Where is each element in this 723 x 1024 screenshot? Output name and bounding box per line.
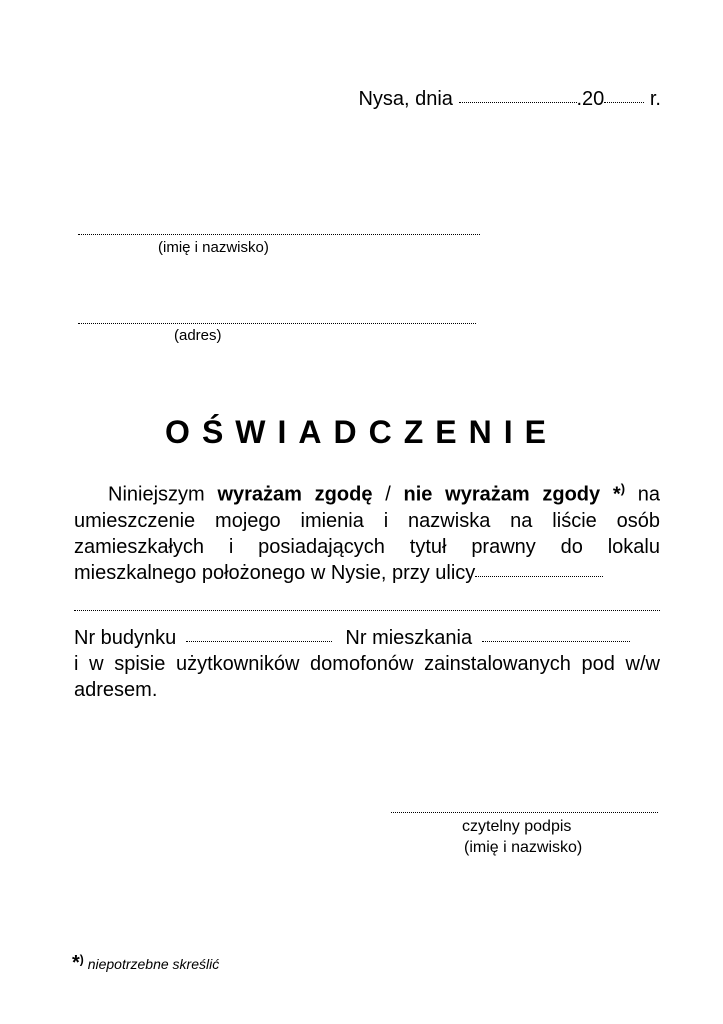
signature-caption: [462, 816, 582, 858]
intro-text: Niniejszym: [108, 483, 205, 506]
name-caption: (imię i nazwisko): [158, 239, 269, 256]
footnote-paren: ): [79, 952, 84, 967]
street-blank[interactable]: [475, 576, 603, 577]
footnote-marker-paren: ): [620, 481, 626, 496]
footnote: [72, 952, 219, 975]
address-blank[interactable]: [78, 323, 476, 324]
street-continuation-blank[interactable]: [74, 610, 660, 611]
name-blank[interactable]: [78, 234, 480, 235]
address-caption: (adres): [174, 327, 222, 344]
consent-option[interactable]: wyrażam zgodę: [217, 483, 373, 506]
year-blank[interactable]: [604, 102, 644, 103]
statement-paragraph: [74, 476, 660, 586]
apartment-number-blank[interactable]: [482, 641, 630, 642]
building-number-blank[interactable]: [186, 641, 332, 642]
option-separator: /: [385, 483, 391, 506]
no-consent-option[interactable]: nie wyrażam zgody: [403, 483, 601, 506]
document-title: OŚWIADCZENIE: [165, 414, 558, 450]
building-label: Nr budynku: [74, 626, 177, 649]
year-prefix: .20: [576, 88, 605, 110]
signature-caption-line2: (imię i nazwisko): [464, 839, 583, 856]
date-line: [358, 88, 661, 111]
footnote-marker: *: [612, 483, 621, 506]
statement-body: [74, 476, 660, 703]
year-suffix: r.: [649, 88, 661, 110]
place-date-label: Nysa, dnia: [358, 88, 453, 110]
intercom-text: i w spisie użytkowników domofonów zainstalowanych pod w/w adresem.: [74, 652, 660, 701]
building-apartment-row: [74, 625, 660, 651]
footnote-text: niepotrzebne skreślić: [87, 956, 220, 972]
statement-text: na umieszczenie mojego imienia i nazwiska na liście osób zamieszkałych i posiadających tytuł prawny do lokalu mieszkalnego położonego w Nysie, przy ulicy: [74, 483, 661, 584]
signature-blank[interactable]: [391, 812, 658, 813]
footnote-star: *: [72, 952, 80, 974]
signature-caption-line1: czytelny podpis: [462, 818, 572, 835]
day-month-blank[interactable]: [459, 102, 577, 103]
apartment-label: Nr mieszkania: [345, 626, 473, 649]
